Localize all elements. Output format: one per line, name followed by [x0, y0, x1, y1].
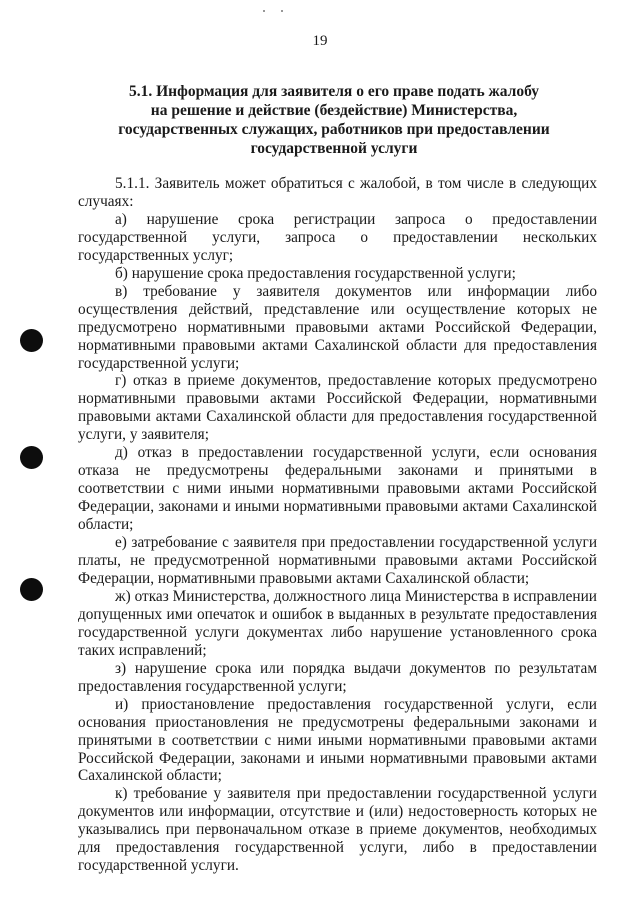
section-heading-line: 5.1. Информация для заявителя о его праве подать жалобу — [128, 83, 539, 100]
punch-hole — [20, 446, 43, 469]
paragraph-item-i: и) приостановление предоставления государственной услуги, если основания приостановления не предусмотрены федеральными законами и принятыми в соответствии с ними иными нормативными правовыми актами Российской Федерации, законами и иными нормативными правовыми актами Сахалинской области; — [78, 695, 597, 785]
scan-speck — [263, 10, 265, 12]
paragraph-item-zh: ж) отказ Министерства, должностного лица Министерства в исправлении допущенных ими опечаток и ошибок в выданных в результате предоставления государственной услуги документах либо нарушение установленного срока таких исправлений; — [78, 587, 597, 659]
paragraph-item-b: б) нарушение срока предоставления государственной услуги; — [115, 264, 516, 282]
section-heading-line: государственных служащих, работников при предоставлении — [118, 121, 550, 138]
paragraph-item-z: з) нарушение срока или порядка выдачи документов по результатам предоставления государственной услуги; — [78, 659, 597, 695]
section-heading — [100, 82, 568, 158]
paragraph-item-k: к) требование у заявителя при предоставлении государственной услуги документов или информации, отсутствие и (или) недостоверность которых не указывались при первоначальном отказе в приеме документов, необходимых для предоставления государственной услуги, либо в предоставлении государственной услуги. — [78, 785, 597, 875]
paragraph-item-g: г) отказ в приеме документов, предоставление которых предусмотрено нормативными правовыми актами Российской Федерации, нормативными правовыми актами Сахалинской области для предоставления государственной услуги, у заявителя; — [78, 372, 597, 444]
punch-hole — [20, 329, 43, 352]
paragraph-item-a: а) нарушение срока регистрации запроса о предоставлении государственной услуги, запроса о предоставлении нескольких государственных услуг; — [78, 210, 597, 264]
section-heading-line: государственной услуги — [250, 140, 418, 157]
paragraph-item-e: е) затребование с заявителя при предоставлении государственной услуги платы, не предусмотренной нормативными правовыми актами Российской Федерации, нормативными правовыми актами Сахалинской области; — [78, 534, 597, 587]
section-heading-line: на решение и действие (бездействие) Министерства, — [150, 102, 518, 119]
scan-speck — [281, 10, 283, 12]
page-number: 19 — [312, 33, 328, 49]
paragraph-item-v: в) требование у заявителя документов или информации либо осуществления действий, представление или осуществление которых не предусмотрено нормативными правовыми актами Российской Федерации, нормативными правовыми актами Сахалинской области для предоставления государственной услуги; — [78, 282, 597, 372]
paragraph-item-d: д) отказ в предоставлении государственной услуги, если основания отказа не предусмотрены федеральными законами и принятыми в соответствии с ними иными нормативными правовыми актами Российской Федерации, законами и иными нормативными правовыми актами Сахалинской области; — [78, 444, 597, 534]
document-body — [78, 175, 597, 875]
paragraph-intro: 5.1.1. Заявитель может обратиться с жалобой, в том числе в следующих случаях: — [78, 175, 597, 210]
punch-hole — [20, 578, 43, 601]
